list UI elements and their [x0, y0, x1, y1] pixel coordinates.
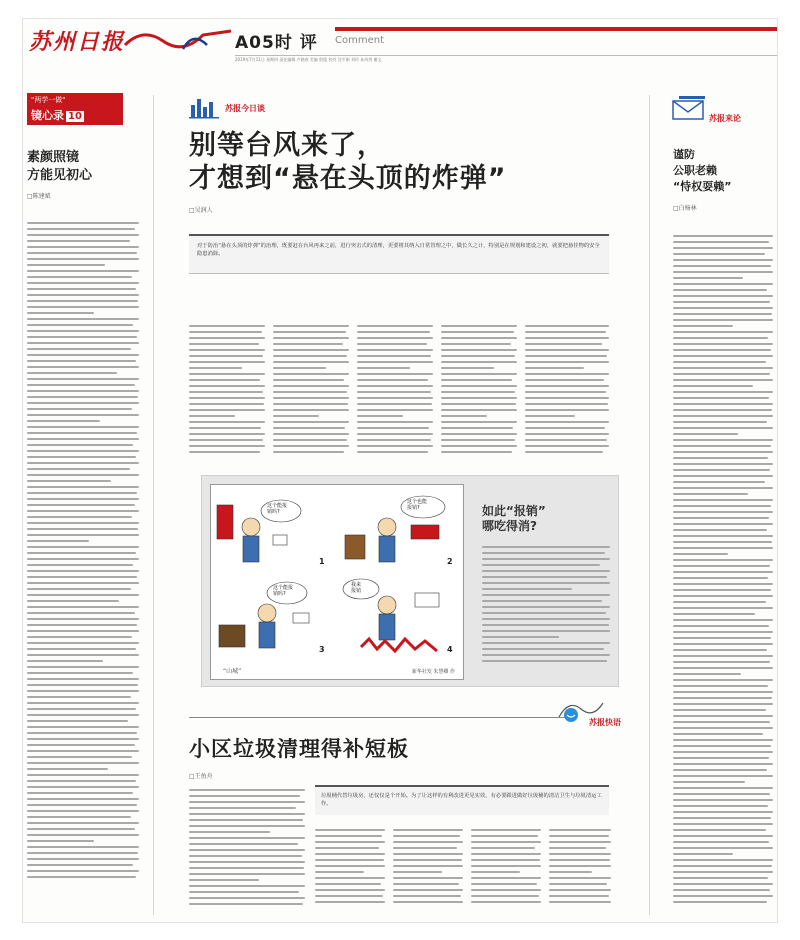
main-brand-label: 苏报今日谈 — [225, 104, 265, 113]
bar-chart-logo-icon — [189, 95, 221, 119]
main-title-line1: 别等台风来了， — [189, 130, 385, 161]
left-article-title — [27, 149, 149, 185]
badge-number: 10 — [68, 111, 82, 122]
right-title-line2: 公职老赖 — [673, 164, 717, 177]
badge-top-text: "两学一做" — [31, 96, 66, 104]
page-header — [23, 19, 778, 63]
right-article-body — [673, 235, 773, 905]
speech-bubble-2: 这个也能 报销? — [407, 499, 428, 511]
cartoon-title-line2: 哪吃得消? — [482, 519, 537, 533]
left-title-line1: 素颜照镜 — [27, 150, 80, 165]
right-title-line3: “恃权耍赖” — [673, 180, 732, 193]
panel-number-3: 3 — [319, 645, 325, 654]
cartoon-title-line1: 如此“报销” — [482, 504, 546, 518]
main-article-body-col5 — [525, 325, 609, 457]
header-red-rule — [335, 27, 778, 31]
main-article-body-col1 — [189, 325, 265, 457]
left-article-author: □陈建斌 — [27, 193, 51, 200]
speech-bubble-3: 这个能报 销吗? — [273, 585, 294, 597]
main-title-line2: 才想到“悬在头顶的炸弹” — [189, 163, 507, 194]
quick-article-rule — [189, 717, 569, 718]
header-thin-rule — [235, 55, 778, 56]
main-article-lead: 对于防治“悬在头顶的炸弹”的治理，既要赶在台风再来之前，进行突击式的清理，更要将其纳入日常管理之中，做长久之计，特别是在规划和建设之初，就要把悬挂物的安全隐患消除。 — [189, 234, 609, 274]
speech-bubble-4: 我来 报销 — [351, 582, 362, 594]
cartoon-title — [482, 504, 546, 534]
cartoon-commentary — [482, 546, 610, 670]
main-article-body-col2 — [273, 325, 349, 457]
column-divider-left — [153, 95, 154, 915]
section-title: A05时 评 — [235, 33, 318, 53]
quick-article-title: 小区垃圾清理得补短板 — [189, 737, 409, 761]
badge-main-label: 镜心录 — [31, 109, 64, 122]
quick-article-body-col2 — [315, 829, 385, 909]
masthead-swoosh-icon — [123, 25, 233, 53]
masthead: 苏州日报 — [29, 29, 126, 55]
left-title-line2: 方能见初心 — [27, 168, 93, 183]
panel-number-1: 1 — [319, 557, 325, 566]
quick-brand-label: 苏报快语 — [589, 718, 621, 727]
main-article-body-col3 — [357, 325, 433, 457]
cartoon-image — [210, 484, 464, 680]
dateline: 2019年7月11日 星期四 责任编辑 卢晓春 美编 殷俊 校对 沈平刚 刘玲 孙芮剑 谢文 — [235, 57, 382, 62]
left-column — [27, 93, 149, 923]
envelope-logo-icon — [671, 95, 707, 121]
quick-article-lead: 垃圾桶代替垃圾房，还仅仅是个开始。为了让这样的有利改进更见实效，有必要跟进做好垃圾桶的清洁卫生与垃圾清运工作。 — [315, 785, 609, 815]
right-title-line1: 谨防 — [673, 148, 695, 161]
main-article-body-col4 — [441, 325, 517, 457]
right-column — [655, 95, 775, 915]
right-brand-label: 苏报来论 — [709, 114, 741, 123]
speech-bubble-1: 这个能报 销吗? — [267, 503, 288, 515]
right-article-title — [673, 147, 731, 195]
badge-main-text — [31, 107, 119, 123]
cartoon-box — [201, 475, 619, 687]
cartoon-caption-right: 新华社发 朱慧卿 作 — [411, 669, 455, 675]
quick-article-author: □王鱼舟 — [189, 773, 213, 780]
panel-number-4: 4 — [447, 645, 453, 654]
left-article-body — [27, 222, 139, 882]
quick-article-body-col5 — [549, 829, 611, 909]
quick-article-body-col1 — [189, 789, 305, 909]
column-badge — [27, 93, 123, 125]
cartoon-caption-left: “山城” — [223, 668, 242, 675]
right-article-author: □白杨林 — [673, 205, 697, 212]
panel-number-2: 2 — [447, 557, 453, 566]
section-title-en: Comment — [335, 35, 384, 46]
cartoon-drawing — [211, 485, 463, 661]
column-divider-right — [649, 95, 650, 915]
main-article-title — [189, 129, 645, 195]
main-brand-row — [159, 95, 645, 121]
main-column — [159, 95, 645, 915]
quick-article-body-col3 — [393, 829, 463, 909]
main-article-author: □吴润人 — [189, 207, 213, 214]
quick-article-body-col4 — [471, 829, 541, 909]
newspaper-page — [22, 18, 778, 923]
